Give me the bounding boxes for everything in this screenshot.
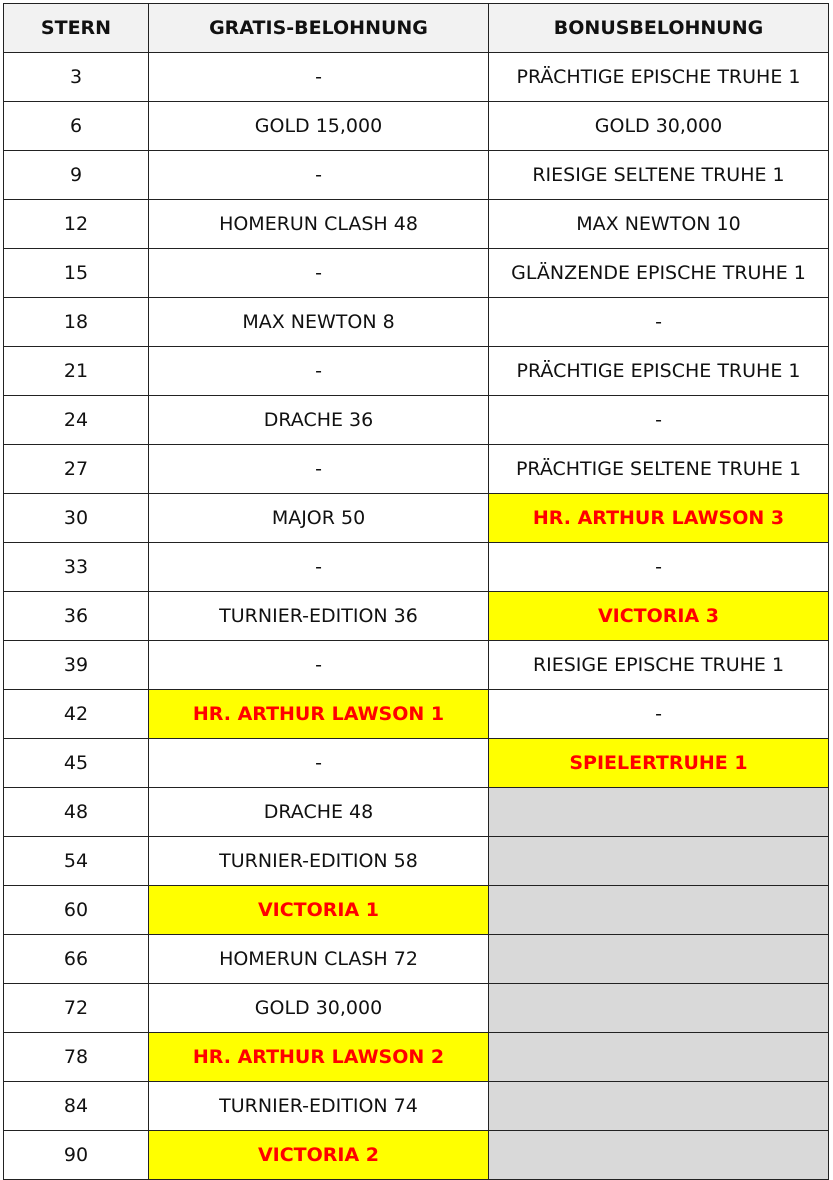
free-reward-cell: TURNIER-EDITION 36: [149, 592, 489, 641]
table-row: [4, 249, 829, 298]
star-cell: 66: [4, 935, 149, 984]
table-row: [4, 151, 829, 200]
star-cell: 48: [4, 788, 149, 837]
header-star: STERN: [4, 4, 149, 53]
free-reward-cell: DRACHE 36: [149, 396, 489, 445]
bonus-reward-cell: MAX NEWTON 10: [489, 200, 829, 249]
star-cell: 12: [4, 200, 149, 249]
star-cell: 39: [4, 641, 149, 690]
star-cell: 45: [4, 739, 149, 788]
table-body: [4, 53, 829, 1180]
table-row: [4, 592, 829, 641]
free-reward-cell: -: [149, 543, 489, 592]
free-reward-cell: TURNIER-EDITION 74: [149, 1082, 489, 1131]
header-bonus-reward: BONUSBELOHNUNG: [489, 4, 829, 53]
free-reward-cell: HOMERUN CLASH 48: [149, 200, 489, 249]
star-cell: 21: [4, 347, 149, 396]
bonus-reward-cell: GLÄNZENDE EPISCHE TRUHE 1: [489, 249, 829, 298]
table-row: [4, 102, 829, 151]
table-row: [4, 494, 829, 543]
table-row: [4, 690, 829, 739]
star-cell: 78: [4, 1033, 149, 1082]
bonus-reward-empty-cell: [489, 788, 829, 837]
free-reward-cell: DRACHE 48: [149, 788, 489, 837]
bonus-reward-cell: -: [489, 396, 829, 445]
table-row: [4, 1131, 829, 1180]
table-row: [4, 543, 829, 592]
table-row: [4, 886, 829, 935]
bonus-reward-cell: VICTORIA 3: [489, 592, 829, 641]
rewards-table: [3, 3, 829, 1180]
table-row: [4, 788, 829, 837]
bonus-reward-cell: SPIELERTRUHE 1: [489, 739, 829, 788]
table-row: [4, 935, 829, 984]
free-reward-cell: -: [149, 641, 489, 690]
table-row: [4, 53, 829, 102]
free-reward-cell: VICTORIA 1: [149, 886, 489, 935]
free-reward-cell: GOLD 15,000: [149, 102, 489, 151]
free-reward-cell: GOLD 30,000: [149, 984, 489, 1033]
table-row: [4, 396, 829, 445]
star-cell: 9: [4, 151, 149, 200]
free-reward-cell: -: [149, 151, 489, 200]
free-reward-cell: -: [149, 347, 489, 396]
header-free-reward: GRATIS-BELOHNUNG: [149, 4, 489, 53]
free-reward-cell: -: [149, 445, 489, 494]
free-reward-cell: HOMERUN CLASH 72: [149, 935, 489, 984]
table-row: [4, 641, 829, 690]
bonus-reward-cell: PRÄCHTIGE EPISCHE TRUHE 1: [489, 53, 829, 102]
table-row: [4, 298, 829, 347]
bonus-reward-empty-cell: [489, 1033, 829, 1082]
star-cell: 3: [4, 53, 149, 102]
bonus-reward-cell: RIESIGE SELTENE TRUHE 1: [489, 151, 829, 200]
star-cell: 42: [4, 690, 149, 739]
free-reward-cell: HR. ARTHUR LAWSON 2: [149, 1033, 489, 1082]
free-reward-cell: HR. ARTHUR LAWSON 1: [149, 690, 489, 739]
bonus-reward-empty-cell: [489, 984, 829, 1033]
free-reward-cell: MAX NEWTON 8: [149, 298, 489, 347]
bonus-reward-cell: -: [489, 543, 829, 592]
star-cell: 15: [4, 249, 149, 298]
star-cell: 90: [4, 1131, 149, 1180]
star-cell: 84: [4, 1082, 149, 1131]
table-row: [4, 984, 829, 1033]
bonus-reward-empty-cell: [489, 837, 829, 886]
table-row: [4, 1082, 829, 1131]
free-reward-cell: VICTORIA 2: [149, 1131, 489, 1180]
free-reward-cell: -: [149, 249, 489, 298]
table-row: [4, 1033, 829, 1082]
table-row: [4, 445, 829, 494]
free-reward-cell: MAJOR 50: [149, 494, 489, 543]
table-row: [4, 347, 829, 396]
star-cell: 72: [4, 984, 149, 1033]
star-cell: 33: [4, 543, 149, 592]
star-cell: 60: [4, 886, 149, 935]
bonus-reward-cell: PRÄCHTIGE SELTENE TRUHE 1: [489, 445, 829, 494]
bonus-reward-cell: GOLD 30,000: [489, 102, 829, 151]
bonus-reward-cell: PRÄCHTIGE EPISCHE TRUHE 1: [489, 347, 829, 396]
star-cell: 27: [4, 445, 149, 494]
bonus-reward-cell: RIESIGE EPISCHE TRUHE 1: [489, 641, 829, 690]
header-row: [4, 4, 829, 53]
bonus-reward-cell: -: [489, 298, 829, 347]
bonus-reward-empty-cell: [489, 886, 829, 935]
star-cell: 24: [4, 396, 149, 445]
star-cell: 36: [4, 592, 149, 641]
star-cell: 6: [4, 102, 149, 151]
table-row: [4, 837, 829, 886]
free-reward-cell: -: [149, 53, 489, 102]
bonus-reward-empty-cell: [489, 1131, 829, 1180]
star-cell: 18: [4, 298, 149, 347]
free-reward-cell: TURNIER-EDITION 58: [149, 837, 489, 886]
star-cell: 54: [4, 837, 149, 886]
bonus-reward-cell: HR. ARTHUR LAWSON 3: [489, 494, 829, 543]
bonus-reward-empty-cell: [489, 1082, 829, 1131]
free-reward-cell: -: [149, 739, 489, 788]
table-row: [4, 200, 829, 249]
bonus-reward-cell: -: [489, 690, 829, 739]
bonus-reward-empty-cell: [489, 935, 829, 984]
table-row: [4, 739, 829, 788]
star-cell: 30: [4, 494, 149, 543]
